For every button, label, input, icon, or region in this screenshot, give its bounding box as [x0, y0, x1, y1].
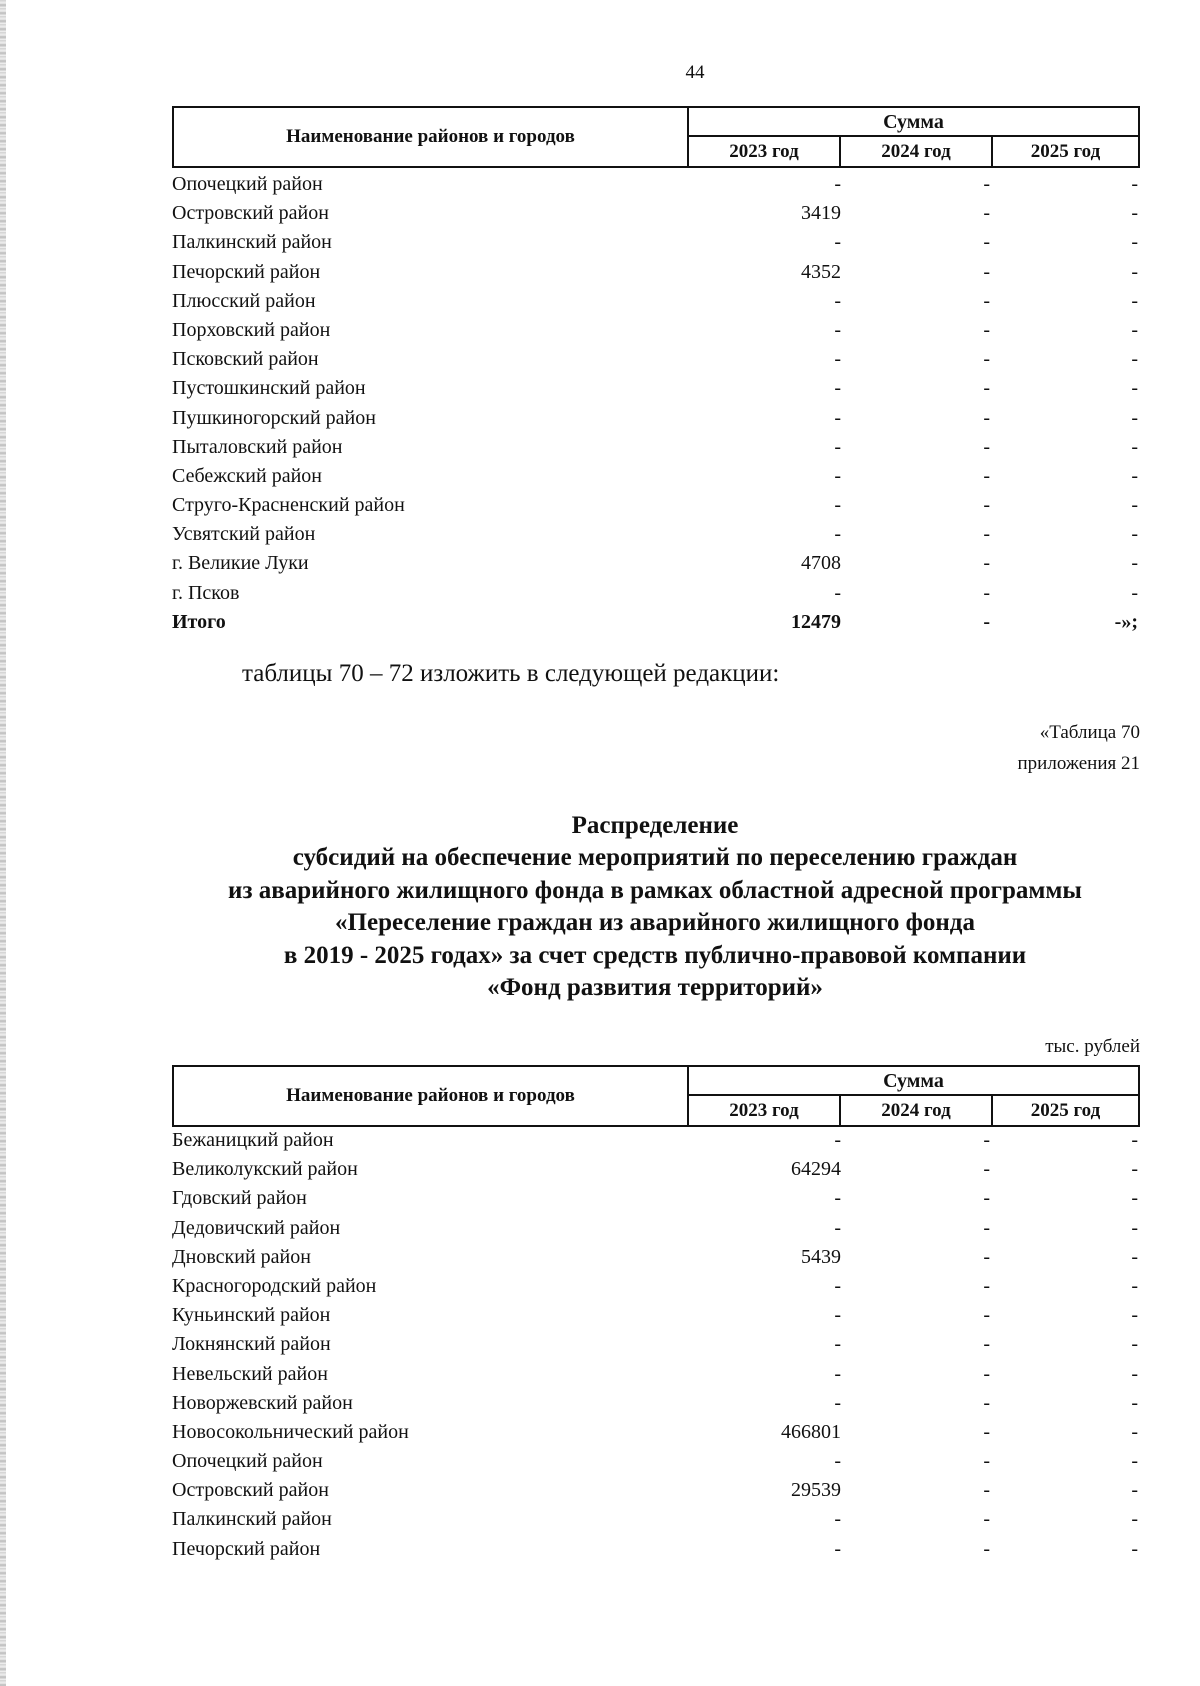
value-2025: -	[1131, 1333, 1138, 1356]
title-line: «Фонд развития территорий»	[487, 974, 823, 1002]
table-row	[172, 404, 1140, 433]
row-name: Новосокольнический район	[172, 1420, 409, 1443]
value-2024: -	[983, 1245, 990, 1268]
table-row	[172, 549, 1140, 578]
row-name: г. Псков	[172, 581, 240, 604]
unit-label: тыс. рублей	[1045, 1036, 1140, 1057]
value-2023: -	[834, 494, 841, 517]
row-name: Гдовский район	[172, 1187, 307, 1210]
table-row	[172, 1447, 1140, 1476]
value-2025: -	[1131, 1274, 1138, 1297]
value-2024: -	[983, 1391, 990, 1414]
value-2023: -	[834, 1274, 841, 1297]
table-row	[172, 1330, 1140, 1359]
instruction-text: таблицы 70 – 72 изложить в следующей редакции:	[242, 660, 780, 687]
value-2025: -	[1131, 1245, 1138, 1268]
table-row	[172, 1214, 1140, 1243]
value-2023: -	[834, 1508, 841, 1531]
value-2024: -	[983, 1537, 990, 1560]
row-name: Пустошкинский район	[172, 377, 366, 400]
value-2025: -	[1131, 1129, 1138, 1151]
title-line: из аварийного жилищного фонда в рамках областной адресной программы	[228, 876, 1082, 904]
value-2025: -	[1131, 464, 1138, 487]
table-row	[172, 1184, 1140, 1213]
table-row	[172, 1535, 1140, 1564]
table-row	[172, 1126, 1140, 1155]
value-2024: -	[983, 202, 990, 225]
row-name: Итого	[172, 610, 226, 633]
value-2025: -	[1131, 173, 1138, 195]
row-name: Куньинский район	[172, 1304, 331, 1327]
table-row	[172, 1418, 1140, 1447]
table-row	[172, 1301, 1140, 1330]
value-2025: -	[1131, 1391, 1138, 1414]
title-line: субсидий на обеспечение мероприятий по переселению граждан	[292, 844, 1018, 872]
header-year-2023: 2023 год	[689, 137, 841, 166]
header-year-2024: 2024 год	[841, 1096, 993, 1125]
title-line: «Переселение граждан из аварийного жилищного фонда	[335, 909, 975, 937]
value-2023: -	[834, 231, 841, 254]
value-2023: 29539	[791, 1479, 841, 1502]
table-row	[172, 258, 1140, 287]
value-2024: -	[983, 173, 990, 195]
row-name: Дедовичский район	[172, 1216, 341, 1239]
value-2023: 12479	[791, 610, 841, 633]
value-2025: -	[1131, 348, 1138, 371]
table-row	[172, 579, 1140, 608]
table-bottom-body	[172, 1126, 1140, 1564]
value-2024: -	[983, 1508, 990, 1531]
value-2025: -	[1131, 1158, 1138, 1181]
value-2024: -	[983, 1450, 990, 1473]
row-name: г. Великие Луки	[172, 552, 309, 575]
value-2023: -	[834, 1391, 841, 1414]
row-name: Локнянский район	[172, 1333, 331, 1356]
table-row	[172, 1476, 1140, 1505]
value-2025: -	[1131, 406, 1138, 429]
value-2024: -	[983, 494, 990, 517]
header-year-2025: 2025 год	[1030, 1100, 1101, 1121]
row-name: Новоржевский район	[172, 1391, 353, 1414]
value-2024: -	[983, 406, 990, 429]
row-name: Пыталовский район	[172, 435, 343, 458]
value-2025: -	[1131, 1537, 1138, 1560]
row-name: Струго-Красненский район	[172, 494, 405, 517]
row-name: Себежский район	[172, 464, 322, 487]
row-name: Дновский район	[172, 1245, 311, 1268]
table-row	[172, 1360, 1140, 1389]
row-name: Бежаницкий район	[172, 1129, 334, 1151]
value-2023: 466801	[781, 1420, 841, 1443]
value-2023: 5439	[801, 1245, 841, 1268]
value-2024: -	[983, 289, 990, 312]
table-row	[172, 1389, 1140, 1418]
value-2024: -	[983, 523, 990, 546]
row-name: Псковский район	[172, 348, 319, 371]
value-2025: -	[1131, 523, 1138, 546]
value-2025: -	[1131, 1450, 1138, 1473]
value-2024: -	[983, 377, 990, 400]
header-name-column: Наименование районов и городов	[174, 1067, 689, 1125]
row-name: Печорский район	[172, 1537, 321, 1560]
value-2024: -	[983, 318, 990, 341]
table-row	[172, 1272, 1140, 1301]
row-name: Плюсский район	[172, 289, 316, 312]
value-2025: -	[1131, 260, 1138, 283]
header-year-2023: 2023 год	[689, 1096, 841, 1125]
value-2024: -	[983, 1333, 990, 1356]
value-2023: 4708	[801, 552, 841, 575]
table-row	[172, 1243, 1140, 1272]
value-2024: -	[983, 1304, 990, 1327]
header-sum: Сумма	[689, 108, 1138, 137]
value-2024: -	[983, 1216, 990, 1239]
value-2024: -	[983, 348, 990, 371]
table-row	[172, 374, 1140, 403]
value-2024: -	[983, 1420, 990, 1443]
table-row	[172, 345, 1140, 374]
value-2025: -	[1131, 377, 1138, 400]
table-top-header	[172, 106, 1140, 168]
value-2023: -	[834, 1450, 841, 1473]
row-name: Островский район	[172, 202, 329, 225]
value-2024: -	[983, 581, 990, 604]
table-row	[172, 520, 1140, 549]
table-top-body	[172, 170, 1140, 637]
value-2025: -	[1131, 552, 1138, 575]
table-row	[172, 170, 1140, 199]
row-name: Усвятский район	[172, 523, 316, 546]
value-2024: -	[983, 435, 990, 458]
value-2025: -	[1131, 581, 1138, 604]
row-name: Опочецкий район	[172, 173, 323, 195]
row-name: Красногородский район	[172, 1274, 377, 1297]
value-2023: -	[834, 318, 841, 341]
header-year-2024: 2024 год	[841, 137, 993, 166]
value-2024: -	[983, 1274, 990, 1297]
table-row	[172, 462, 1140, 491]
table-row	[172, 316, 1140, 345]
value-2023: 64294	[791, 1158, 841, 1181]
value-2024: -	[983, 1129, 990, 1151]
value-2025: -	[1131, 318, 1138, 341]
value-2023: -	[834, 1187, 841, 1210]
value-2024: -	[983, 231, 990, 254]
value-2023: -	[834, 523, 841, 546]
scan-edge	[0, 0, 6, 1686]
row-name: Палкинский район	[172, 231, 332, 254]
header-name-column: Наименование районов и городов	[174, 108, 689, 166]
total-row	[172, 608, 1140, 637]
value-2023: -	[834, 1333, 841, 1356]
value-2023: 3419	[801, 202, 841, 225]
row-name: Порховский район	[172, 318, 331, 341]
value-2025: -	[1131, 494, 1138, 517]
value-2024: -	[983, 260, 990, 283]
table-row	[172, 1505, 1140, 1534]
value-2023: 4352	[801, 260, 841, 283]
value-2024: -	[983, 610, 990, 633]
value-2023: -	[834, 173, 841, 195]
value-2025: -	[1131, 1304, 1138, 1327]
value-2023: -	[834, 1537, 841, 1560]
value-2023: -	[834, 406, 841, 429]
row-name: Печорский район	[172, 260, 321, 283]
table-row	[172, 199, 1140, 228]
value-2024: -	[983, 552, 990, 575]
title-line: Распределение	[571, 812, 739, 839]
header-sum: Сумма	[689, 1067, 1138, 1096]
value-2025: -	[1131, 1420, 1138, 1443]
value-2024: -	[983, 1479, 990, 1502]
table-bottom-header	[172, 1065, 1140, 1127]
value-2023: -	[834, 1129, 841, 1151]
value-2025: -»;	[1114, 610, 1138, 633]
value-2025: -	[1131, 231, 1138, 254]
table-row	[172, 228, 1140, 257]
header-year-2025: 2025 год	[1030, 141, 1101, 162]
value-2023: -	[834, 1216, 841, 1239]
value-2025: -	[1131, 1216, 1138, 1239]
value-2024: -	[983, 464, 990, 487]
value-2025: -	[1131, 435, 1138, 458]
value-2025: -	[1131, 1508, 1138, 1531]
page-number: 44	[685, 62, 705, 83]
value-2025: -	[1131, 1362, 1138, 1385]
value-2023: -	[834, 581, 841, 604]
row-name: Пушкиногорский район	[172, 406, 376, 429]
value-2023: -	[834, 1304, 841, 1327]
value-2023: -	[834, 289, 841, 312]
value-2023: -	[834, 348, 841, 371]
table-row	[172, 287, 1140, 316]
value-2025: -	[1131, 1479, 1138, 1502]
value-2023: -	[834, 435, 841, 458]
value-2024: -	[983, 1187, 990, 1210]
row-name: Островский район	[172, 1479, 329, 1502]
value-2024: -	[983, 1362, 990, 1385]
value-2025: -	[1131, 289, 1138, 312]
value-2025: -	[1131, 1187, 1138, 1210]
row-name: Опочецкий район	[172, 1450, 323, 1473]
value-2025: -	[1131, 202, 1138, 225]
table-row	[172, 433, 1140, 462]
value-2023: -	[834, 464, 841, 487]
document-title	[140, 810, 1170, 1004]
table-ref-line1: «Таблица 70	[1039, 722, 1140, 743]
row-name: Невельский район	[172, 1362, 328, 1385]
row-name: Великолукский район	[172, 1158, 358, 1181]
table-row	[172, 491, 1140, 520]
value-2023: -	[834, 377, 841, 400]
value-2024: -	[983, 1158, 990, 1181]
title-line: в 2019 - 2025 годах» за счет средств публично-правовой компании	[283, 941, 1027, 969]
table-ref-line2: приложения 21	[1017, 753, 1140, 774]
value-2023: -	[834, 1362, 841, 1385]
row-name: Палкинский район	[172, 1508, 332, 1531]
table-row	[172, 1155, 1140, 1184]
